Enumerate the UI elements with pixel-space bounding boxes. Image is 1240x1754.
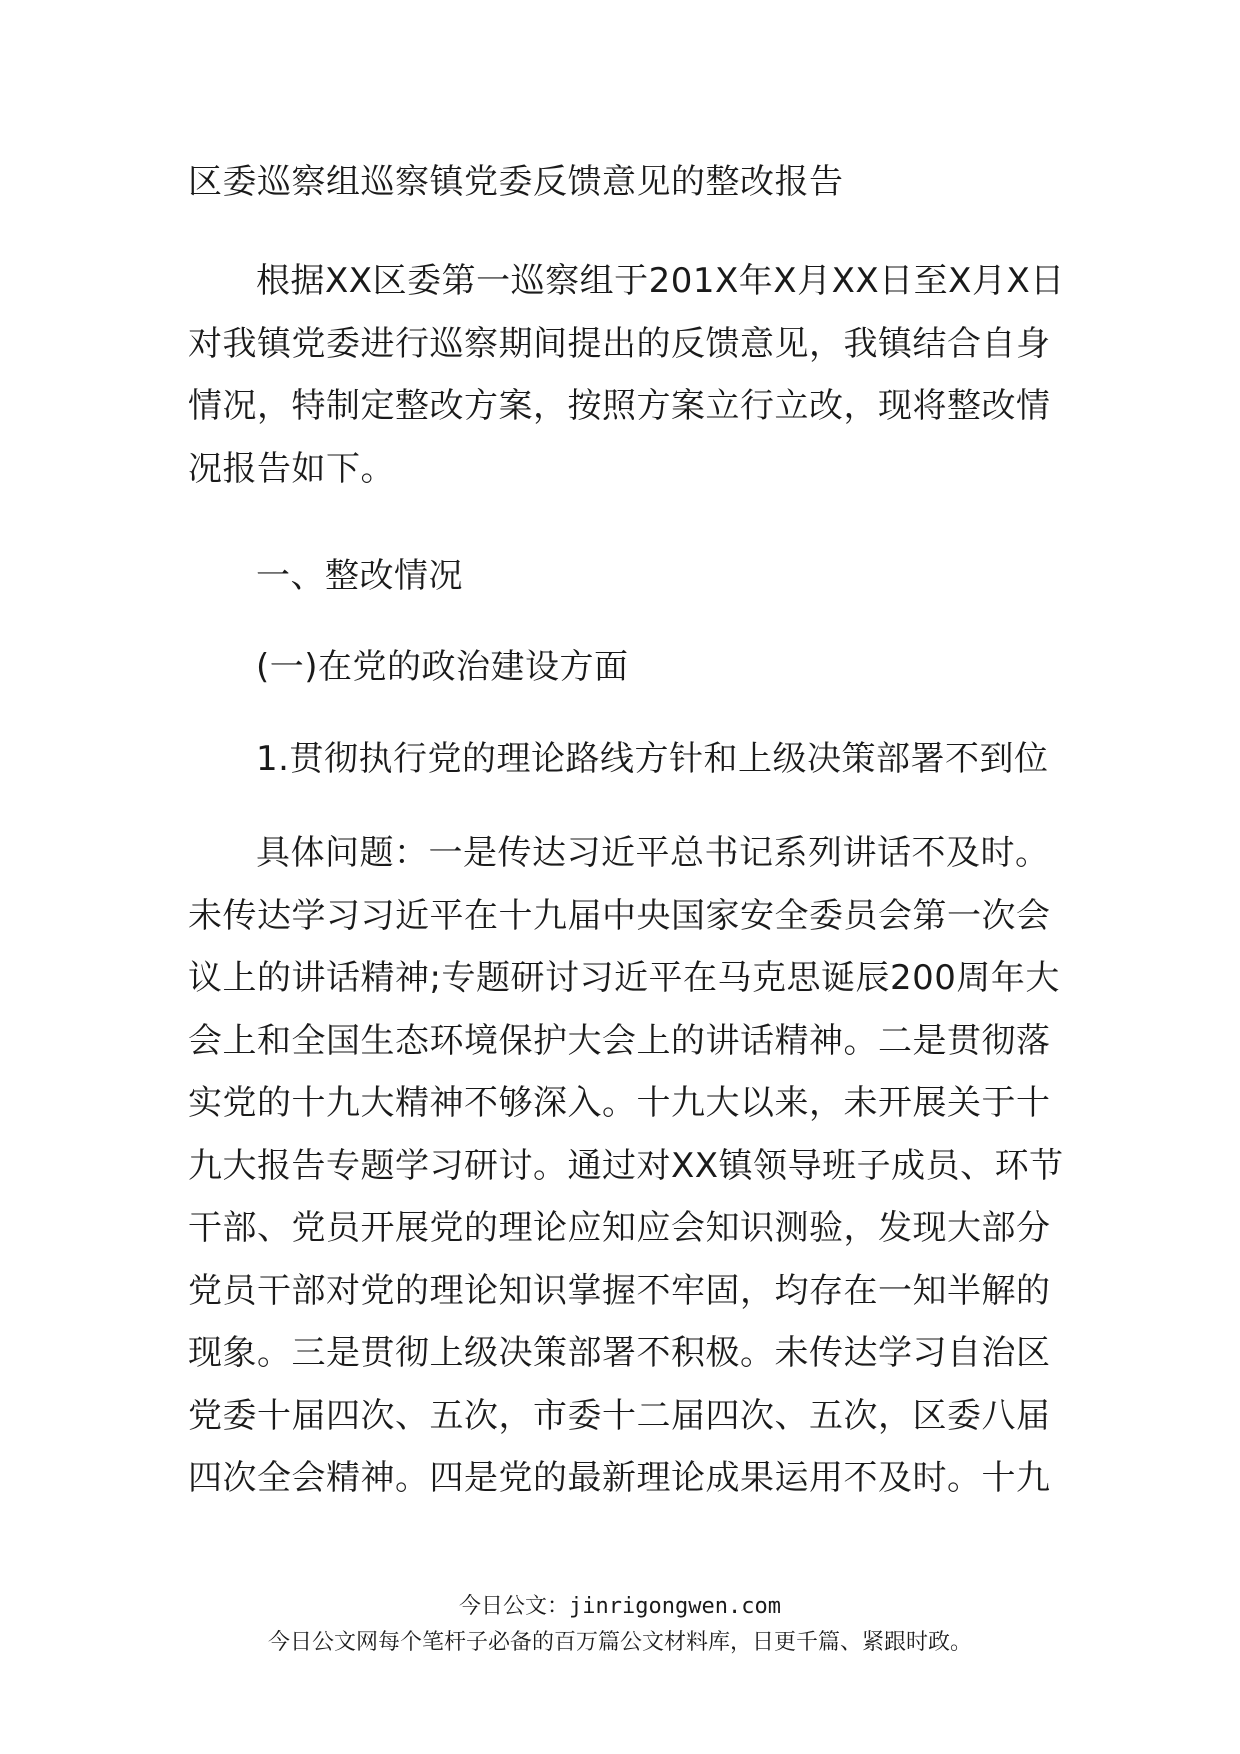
footer-tagline: 今日公文网每个笔杆子必备的百万篇公文材料库，日更千篇、紧跟时政。	[267, 1630, 972, 1655]
item-heading: 1.贯彻执行党的理论路线方针和上级决策部署不到位	[256, 739, 1049, 779]
body-paragraph: 具体问题：一是传达习近平总书记系列讲话不及时。未传达学习习近平在十九届中央国家安全委员会第一次会议上的讲话精神;专题研讨习近平在马克思诞辰200周年大会上和全国生态环境保护大会上的讲话精神。二是贯彻落实党的十九大精神不够深入。十九大以来，未开展关于十九大报告专题学习研讨。通过对XX镇领导班子成员、环节干部、党员开展党的理论应知应会知识测验，发现大部分党员干部对党的理论知识掌握不牢固，均存在一知半解的现象。三是贯彻上级决策部署不积极。未传达学习自治区党委十届四次、五次，市委十二届四次、五次，区委八届四次全会精神。四是党的最新理论成果运用不及时。十九	[188, 833, 1064, 1498]
footer-url-link[interactable]: jinrigongwen.com	[569, 1594, 781, 1619]
footer-label: 今日公文：	[459, 1594, 570, 1619]
footer-source	[0, 1592, 1240, 1622]
intro-paragraph: 根据XX区委第一巡察组于201X年X月XX日至X月X日对我镇党委进行巡察期间提出的反馈意见，我镇结合自身情况，特制定整改方案，按照方案立行立改，现将整改情况报告如下。	[188, 261, 1065, 489]
subsection-heading: (一)在党的政治建设方面	[256, 647, 629, 687]
document-title: 区委巡察组巡察镇党委反馈意见的整改报告	[188, 162, 844, 202]
section-heading: 一、整改情况	[256, 556, 463, 596]
